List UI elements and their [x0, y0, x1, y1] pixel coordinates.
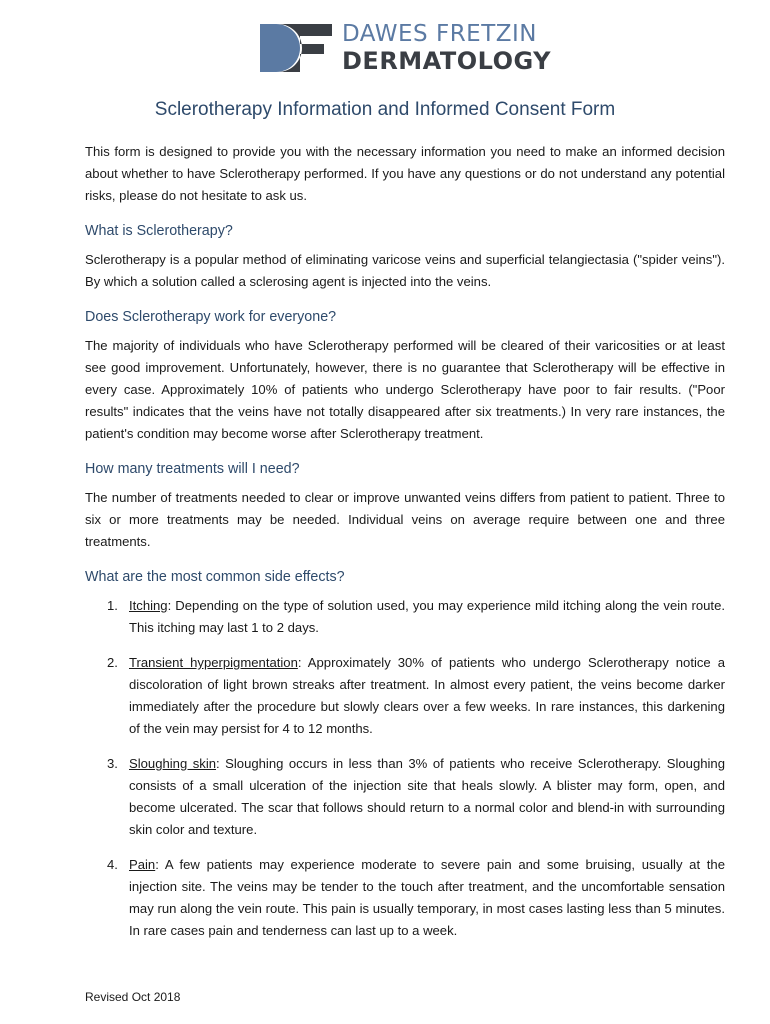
page-title: Sclerotherapy Information and Informed Consent Form — [154, 99, 616, 120]
logo-line-name: DAWES FRETZIN — [342, 21, 538, 47]
list-number: 4. — [107, 857, 118, 872]
list-number: 3. — [107, 756, 118, 771]
logo-wordmark — [342, 23, 551, 73]
list-item-sloughing — [85, 753, 725, 841]
list-text: : Approximately 30% of patients who undergo Sclerotherapy notice a discoloration of light brown streaks after treatment. In almost every patient, the veins become darker immediately after the procedure but slowly clears over a few weeks. In rare instances, this darkening of the vein may persist for 4 to 12 months. — [129, 655, 726, 736]
treatments-paragraph: The number of treatments needed to clear or improve unwanted veins differs from patient to patient. Three to six or more treatments may be needed. Individual veins on average require between one and three treatments. — [85, 490, 725, 549]
practice-logo — [258, 20, 551, 76]
list-item-pain — [85, 854, 725, 942]
list-text: : Depending on the type of solution used, you may experience mild itching along the vein route. This itching may last 1 to 2 days. — [129, 598, 725, 635]
intro-paragraph: This form is designed to provide you with the necessary information you need to make an informed decision about whether to have Sclerotherapy performed. If you have any questions or do not understand any potential risks, please do not hesitate to ask us. — [85, 144, 725, 203]
list-term: Sloughing skin — [129, 756, 217, 771]
list-text: : A few patients may experience moderate to severe pain and some bruising, usually at the injection site. The veins may be tender to the touch after treatment, and the uncomfortable sensation may run along the vein route. This pain is usually temporary, in most cases lasting less than 5 minutes. In rare cases pain and tenderness can last up to a week. — [129, 857, 725, 938]
list-item-hyperpigmentation — [85, 652, 725, 740]
logo-line-specialty: DERMATOLOGY — [342, 47, 552, 75]
revision-footer: Revised Oct 2018 — [85, 990, 181, 1004]
heading-treatments: How many treatments will I need? — [85, 461, 300, 477]
side-effects-list — [85, 595, 725, 942]
heading-side-effects: What are the most common side effects? — [85, 569, 345, 585]
list-term: Itching — [129, 598, 168, 613]
does-it-work-paragraph: The majority of individuals who have Sclerotherapy performed will be cleared of their varicosities or at least see good improvement. Unfortunately, however, there is no guarantee that Sclerotherapy will be effective in every case. Approximately 10% of patients who undergo Sclerotherapy have poor to fair results. ("Poor results" indicates that the veins have not totally disappeared after six treatments.) In very rare instances, the patient's condition may become worse after Sclerotherapy treatment. — [85, 338, 725, 441]
list-text: : Sloughing occurs in less than 3% of patients who receive Sclerotherapy. Sloughing consists of a small ulceration of the injection site that heals slowly. A blister may form, open, and become ulcerated. The scar that follows should return to a normal color and blend-in with surrounding skin color and texture. — [129, 756, 725, 837]
list-number: 2. — [107, 655, 118, 670]
list-term: Pain — [129, 857, 156, 872]
list-number: 1. — [107, 598, 118, 613]
list-term: Transient hyperpigmentation — [129, 655, 298, 670]
heading-does-it-work: Does Sclerotherapy work for everyone? — [85, 309, 337, 325]
form-body — [85, 141, 725, 955]
list-item-itching — [85, 595, 725, 639]
heading-what-is: What is Sclerotherapy? — [85, 223, 233, 239]
df-monogram-icon — [258, 20, 334, 76]
what-is-paragraph: Sclerotherapy is a popular method of eliminating varicose veins and superficial telangiectasia ("spider veins"). By which a solution called a sclerosing agent is injected into the veins. — [85, 252, 725, 289]
